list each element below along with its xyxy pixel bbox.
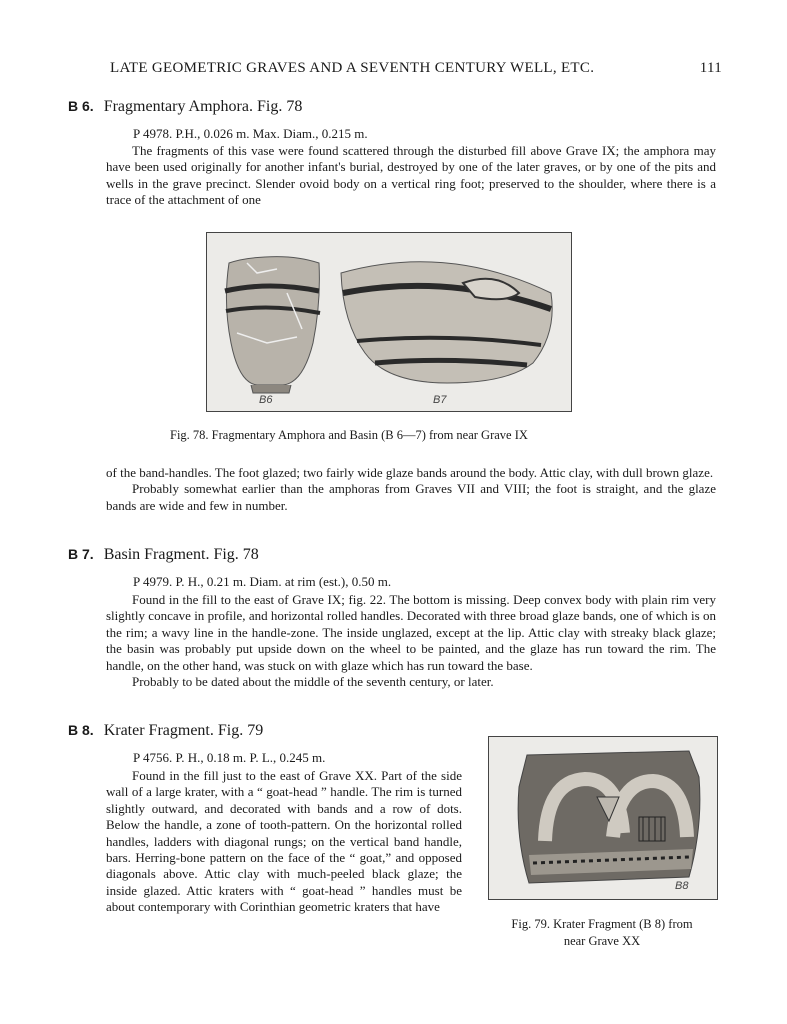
b7-description [106,592,716,690]
b7-title: Basin Fragment. Fig. 78 [103,546,259,563]
fig79-label: B8 [675,880,689,892]
running-header [110,60,722,77]
b6-continuation: of the band-handles. The foot glazed; two fairly wide glaze bands around the body. Attic clay, with dull brown glaze. [106,465,714,480]
fig79-caption-line2: near Grave XX [563,934,641,948]
b8-label: B 8. [68,722,94,738]
figure-79-photo [488,736,718,900]
krater-fragment-image [489,737,717,899]
b8-meta: P 4756. P. H., 0.18 m. P. L., 0.245 m. [133,750,326,765]
b6-meta: P 4978. P.H., 0.026 m. Max. Diam., 0.215 m. [133,126,368,141]
b6-description-continued [106,465,716,514]
fig78-label-right: B7 [433,394,447,406]
b7-note: Probably to be dated about the middle of the seventh century, or later. [132,674,494,690]
b6-text: The fragments of this vase were found scattered through the disturbed fill above Grave IX; the amphora may have been used originally for another infant's burial, destroyed by one of the later graves, or by one of the pits and wells in the grave precinct. Slender ovoid body on a vertical ring foot; preserved to the shoulder, where there is a trace of the attachment of one [106,143,716,208]
b8-description [106,768,462,916]
figure-78-photo [206,232,572,412]
b6-label: B 6. [68,98,94,114]
b6-title: Fragmentary Amphora. Fig. 78 [103,98,303,115]
fig78-caption: Fig. 78. Fragmentary Amphora and Basin (B 6—7) from near Grave IX [170,428,528,442]
b6-description [106,143,716,209]
b7-heading [68,546,259,564]
b6-heading [68,98,302,116]
b6-note: Probably somewhat earlier than the amphoras from Graves VII and VIII; the foot is straight, and the glaze bands are wide and few in number. [106,481,716,513]
b8-heading [68,722,263,740]
b7-label: B 7. [68,546,94,562]
b7-text: Found in the fill to the east of Grave IX; fig. 22. The bottom is missing. Deep convex body with plain rim very slightly concave in profile, and horizontal rolled handles. Decorated with three broad glaze bands, one of which is on the rim; a wavy line in the handle-zone. The inside unglazed, except at the lip. Attic clay with streaky black glaze; the basin was probably put upside down on the wheel to be painted, and the glaze has run toward the rim. The handle, on the other hand, was stuck on with glaze which has run toward the base. [106,592,716,673]
page-number: 111 [699,60,722,76]
fig78-label-left: B6 [259,394,273,406]
b7-meta: P 4979. P. H., 0.21 m. Diam. at rim (est.), 0.50 m. [133,574,392,589]
fig79-caption-line1: Fig. 79. Krater Fragment (B 8) from [511,917,693,931]
fig79-caption [488,916,716,950]
b8-text: Found in the fill just to the east of Grave XX. Part of the side wall of a large krater, with a “ goat-head ” handle. The rim is turned slightly outward, and decorated with bands and a row of dots. Below the handle, a zone of tooth-pattern. On the horizontal rolled handles, ladders with diagonal rungs; on the vertical band handle, bars. Herring-bone pattern on the face of the “ goat,” and opposed diagonals above. Attic clay with much-peeled black glaze; the inside glazed. Attic kraters with “ goat-head ” handles must be about contemporary with Corinthian geometric kraters that have [106,768,462,915]
b8-title: Krater Fragment. Fig. 79 [103,722,264,739]
amphora-and-basin-image [207,233,571,411]
header-title: LATE GEOMETRIC GRAVES AND A SEVENTH CENTURY WELL, ETC. [110,60,595,76]
